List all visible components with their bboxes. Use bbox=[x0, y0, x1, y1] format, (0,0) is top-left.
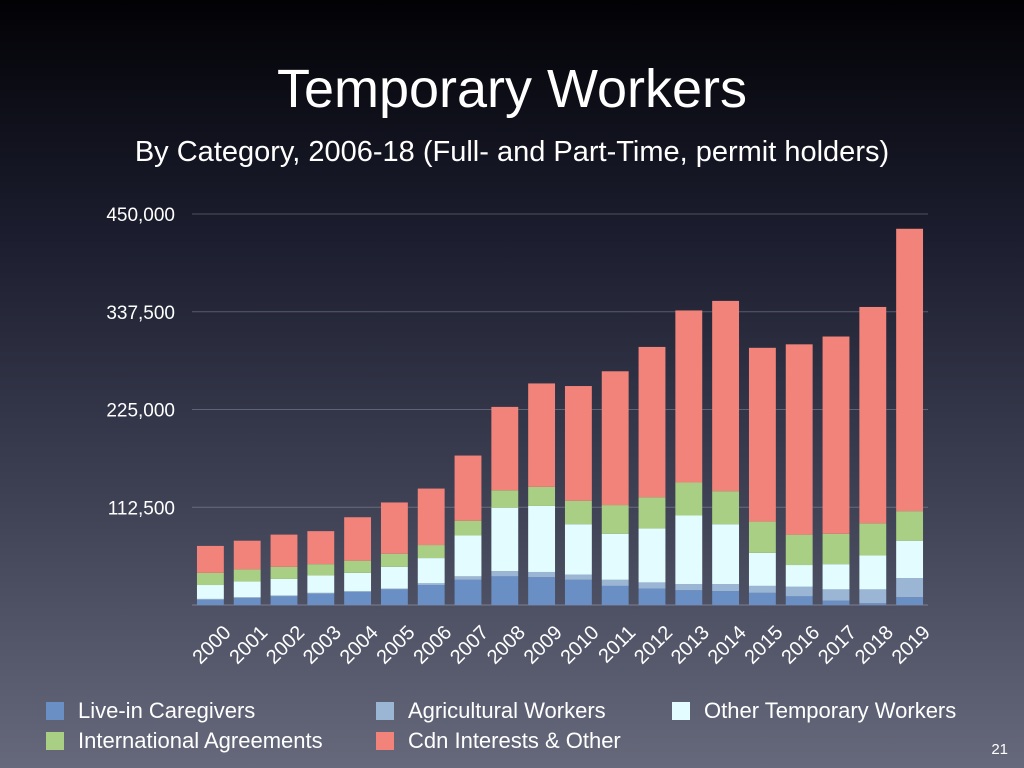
bar-segment-live-in-caregivers bbox=[418, 585, 445, 605]
bar-segment-international-agreements bbox=[786, 535, 813, 565]
x-tick-label: 2014 bbox=[703, 621, 751, 669]
bar-segment-cdn-interests-other bbox=[344, 517, 371, 560]
bar-segment-international-agreements bbox=[491, 490, 518, 507]
bar-segment-agricultural-workers bbox=[528, 572, 555, 577]
legend-item-agricultural-workers bbox=[376, 700, 606, 722]
bar-segment-other-temporary-workers bbox=[749, 553, 776, 586]
bar-segment-other-temporary-workers bbox=[565, 524, 592, 574]
legend-swatch bbox=[46, 702, 64, 720]
legend-item-live-in-caregivers bbox=[46, 700, 255, 722]
bar-segment-live-in-caregivers bbox=[344, 592, 371, 605]
bar-segment-agricultural-workers bbox=[234, 597, 261, 598]
bar-segment-agricultural-workers bbox=[307, 593, 334, 594]
bar-segment-international-agreements bbox=[712, 491, 739, 524]
legend-label: International Agreements bbox=[78, 728, 323, 753]
bar-segment-international-agreements bbox=[749, 522, 776, 553]
bar-segment-other-temporary-workers bbox=[859, 555, 886, 589]
bar-segment-live-in-caregivers bbox=[455, 580, 482, 605]
bar-segment-cdn-interests-other bbox=[712, 301, 739, 491]
bar-segment-live-in-caregivers bbox=[786, 596, 813, 605]
bar-segment-live-in-caregivers bbox=[234, 598, 261, 605]
bar-segment-international-agreements bbox=[602, 505, 629, 534]
bar-segment-live-in-caregivers bbox=[565, 580, 592, 605]
bar-segment-international-agreements bbox=[271, 567, 298, 579]
bar-segment-cdn-interests-other bbox=[307, 531, 334, 564]
bar-segment-international-agreements bbox=[528, 487, 555, 506]
legend-item-international-agreements bbox=[46, 730, 323, 752]
bar-segment-international-agreements bbox=[639, 497, 666, 528]
bar-segment-cdn-interests-other bbox=[455, 456, 482, 521]
x-tick-label: 2013 bbox=[666, 621, 714, 669]
x-tick-label: 2005 bbox=[372, 621, 420, 669]
x-tick-label: 2003 bbox=[298, 621, 346, 669]
bar-segment-agricultural-workers bbox=[455, 576, 482, 579]
legend-swatch bbox=[46, 732, 64, 750]
bar-segment-international-agreements bbox=[823, 534, 850, 564]
bar-segment-other-temporary-workers bbox=[712, 524, 739, 584]
bar-segment-other-temporary-workers bbox=[418, 558, 445, 583]
bar-segment-international-agreements bbox=[565, 501, 592, 524]
bar-segment-live-in-caregivers bbox=[639, 588, 666, 605]
y-tick-label: 450,000 bbox=[106, 205, 175, 226]
bar-segment-other-temporary-workers bbox=[786, 565, 813, 587]
bar-segment-agricultural-workers bbox=[381, 588, 408, 589]
bar-segment-live-in-caregivers bbox=[381, 589, 408, 605]
bar-segment-other-temporary-workers bbox=[896, 541, 923, 578]
bar-segment-international-agreements bbox=[859, 523, 886, 555]
legend-swatch bbox=[376, 702, 394, 720]
bar-segment-agricultural-workers bbox=[602, 580, 629, 586]
x-tick-label: 2012 bbox=[630, 621, 678, 669]
y-tick-label: 225,000 bbox=[106, 400, 175, 422]
bar-segment-international-agreements bbox=[381, 554, 408, 567]
bar-segment-cdn-interests-other bbox=[823, 337, 850, 534]
bar-segment-international-agreements bbox=[344, 561, 371, 573]
legend-item-cdn-interests-other bbox=[376, 730, 621, 752]
bar-segment-other-temporary-workers bbox=[602, 534, 629, 580]
y-tick-label: 337,500 bbox=[106, 302, 175, 324]
bar-segment-cdn-interests-other bbox=[639, 347, 666, 497]
x-tick-label: 2016 bbox=[777, 621, 825, 669]
legend-label: Agricultural Workers bbox=[408, 698, 606, 723]
bar-segment-cdn-interests-other bbox=[896, 229, 923, 511]
bar-segment-cdn-interests-other bbox=[491, 407, 518, 490]
x-tick-label: 2006 bbox=[409, 621, 457, 669]
x-tick-label: 2000 bbox=[188, 621, 236, 669]
slide-title: Temporary Workers bbox=[276, 59, 748, 119]
bar-segment-agricultural-workers bbox=[565, 575, 592, 580]
page-number: 21 bbox=[991, 741, 1008, 758]
bar-segment-international-agreements bbox=[307, 564, 334, 575]
bar-segment-cdn-interests-other bbox=[675, 310, 702, 482]
x-tick-label: 2018 bbox=[850, 621, 898, 669]
bar-segment-other-temporary-workers bbox=[455, 535, 482, 576]
x-tick-label: 2010 bbox=[556, 621, 604, 669]
legend-swatch bbox=[672, 702, 690, 720]
bar-segment-cdn-interests-other bbox=[528, 383, 555, 486]
x-tick-label: 2004 bbox=[335, 621, 383, 669]
legend-label: Cdn Interests & Other bbox=[408, 728, 621, 753]
bar-segment-agricultural-workers bbox=[197, 599, 224, 600]
bar-segment-international-agreements bbox=[234, 569, 261, 581]
bar-segment-cdn-interests-other bbox=[418, 489, 445, 545]
bar-segment-international-agreements bbox=[418, 545, 445, 558]
bar-segment-other-temporary-workers bbox=[271, 579, 298, 596]
bar-segment-other-temporary-workers bbox=[344, 573, 371, 591]
x-tick-label: 2019 bbox=[887, 621, 935, 669]
bar-segment-live-in-caregivers bbox=[491, 576, 518, 605]
bar-segment-cdn-interests-other bbox=[749, 348, 776, 522]
bar-segment-cdn-interests-other bbox=[786, 344, 813, 534]
x-tick-label: 2015 bbox=[740, 621, 788, 669]
bar-segment-cdn-interests-other bbox=[271, 535, 298, 567]
bar-segment-other-temporary-workers bbox=[823, 564, 850, 589]
x-tick-label: 2017 bbox=[814, 621, 862, 669]
bar-segment-other-temporary-workers bbox=[528, 506, 555, 572]
bar-segment-other-temporary-workers bbox=[234, 582, 261, 598]
bar-segment-live-in-caregivers bbox=[859, 603, 886, 605]
bar-segment-other-temporary-workers bbox=[197, 585, 224, 599]
legend-label: Live-in Caregivers bbox=[78, 698, 256, 723]
bar-segment-agricultural-workers bbox=[859, 589, 886, 603]
x-tick-label: 2008 bbox=[482, 621, 530, 669]
bar-segment-agricultural-workers bbox=[418, 583, 445, 585]
bar-segment-agricultural-workers bbox=[786, 587, 813, 597]
bar-segment-live-in-caregivers bbox=[528, 577, 555, 605]
bar-segment-live-in-caregivers bbox=[602, 586, 629, 605]
x-tick-label: 2009 bbox=[519, 621, 567, 669]
bar-segment-agricultural-workers bbox=[896, 578, 923, 597]
x-tick-label: 2007 bbox=[446, 621, 494, 669]
bar-segment-other-temporary-workers bbox=[381, 567, 408, 589]
bar-segment-international-agreements bbox=[455, 521, 482, 536]
bar-segment-international-agreements bbox=[896, 511, 923, 541]
bar-segment-other-temporary-workers bbox=[491, 508, 518, 571]
bar-segment-live-in-caregivers bbox=[823, 601, 850, 605]
bar-segment-other-temporary-workers bbox=[675, 516, 702, 585]
bar-segment-agricultural-workers bbox=[712, 584, 739, 591]
bar-segment-agricultural-workers bbox=[491, 571, 518, 576]
bar-segment-agricultural-workers bbox=[749, 586, 776, 593]
bar-segment-cdn-interests-other bbox=[859, 307, 886, 523]
bar-segment-cdn-interests-other bbox=[565, 386, 592, 501]
bar-segment-international-agreements bbox=[197, 573, 224, 585]
bar-segment-live-in-caregivers bbox=[197, 600, 224, 605]
bar-segment-agricultural-workers bbox=[271, 595, 298, 596]
x-tick-label: 2001 bbox=[225, 621, 273, 669]
bar-segment-cdn-interests-other bbox=[234, 541, 261, 570]
bar-segment-agricultural-workers bbox=[344, 591, 371, 592]
bar-segment-agricultural-workers bbox=[675, 584, 702, 590]
bar-segment-live-in-caregivers bbox=[749, 593, 776, 605]
bar-segment-cdn-interests-other bbox=[381, 502, 408, 553]
y-tick-label: 112,500 bbox=[107, 498, 175, 520]
bar-segment-agricultural-workers bbox=[639, 582, 666, 588]
bar-segment-cdn-interests-other bbox=[602, 371, 629, 505]
bar-segment-agricultural-workers bbox=[823, 589, 850, 600]
bar-segment-live-in-caregivers bbox=[896, 597, 923, 605]
bar-segment-live-in-caregivers bbox=[307, 594, 334, 605]
bar-segment-other-temporary-workers bbox=[307, 575, 334, 592]
x-tick-label: 2002 bbox=[262, 621, 310, 669]
bar-segment-live-in-caregivers bbox=[271, 596, 298, 605]
bar-segment-cdn-interests-other bbox=[197, 546, 224, 573]
bar-segment-live-in-caregivers bbox=[712, 591, 739, 605]
bar-segment-live-in-caregivers bbox=[675, 590, 702, 605]
legend-label: Other Temporary Workers bbox=[704, 698, 957, 723]
legend-item-other-temporary-workers bbox=[672, 700, 956, 722]
bar-segment-international-agreements bbox=[675, 482, 702, 515]
bar-segment-other-temporary-workers bbox=[639, 529, 666, 583]
slide-subtitle: By Category, 2006-18 (Full- and Part-Time, permit holders) bbox=[134, 136, 890, 168]
legend-swatch bbox=[376, 732, 394, 750]
x-tick-label: 2011 bbox=[594, 621, 641, 668]
